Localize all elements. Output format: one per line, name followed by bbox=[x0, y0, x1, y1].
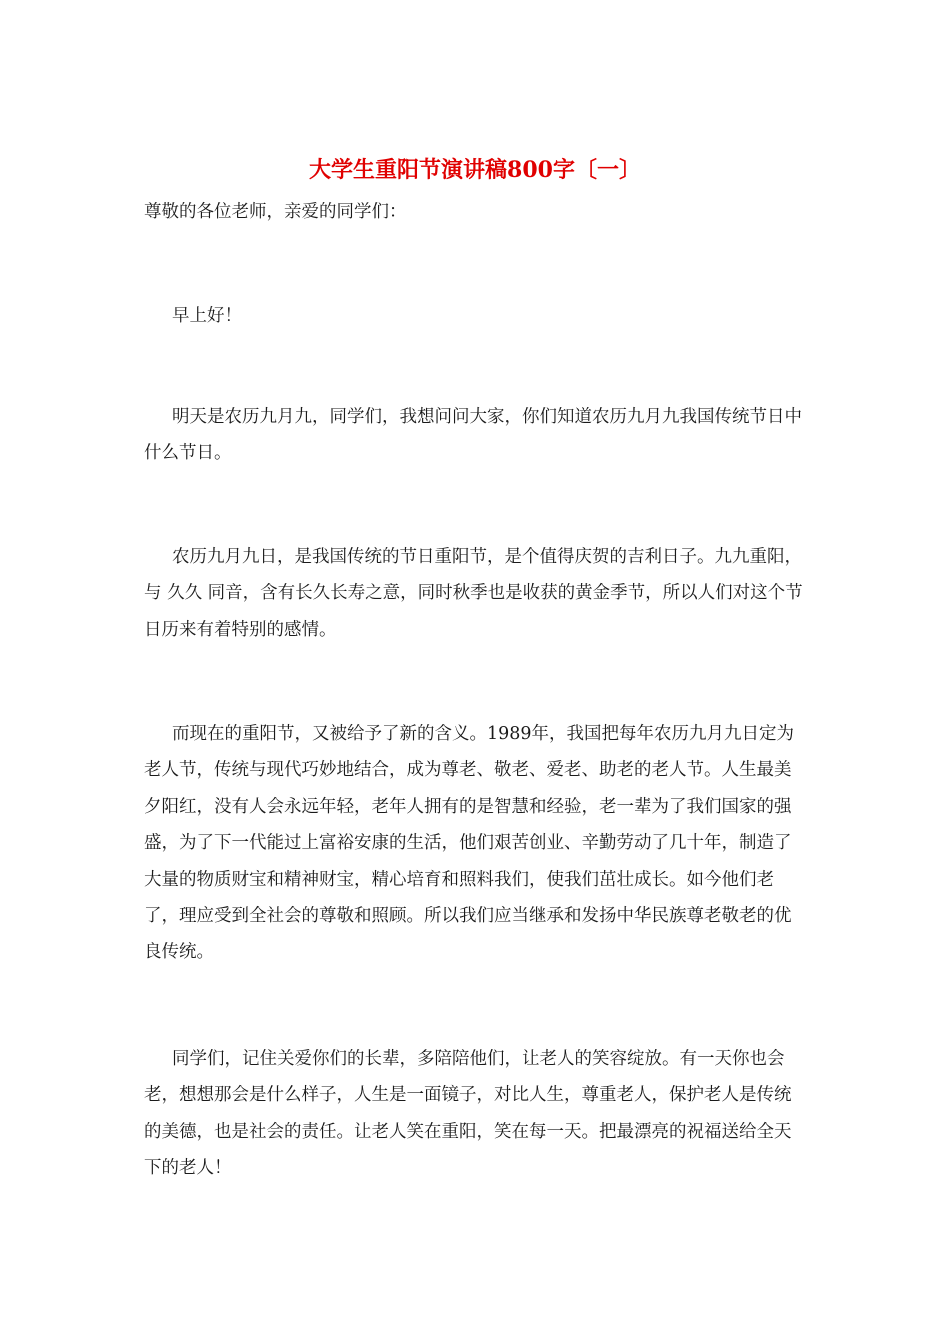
paragraph-elders-day: 而现在的重阳节，又被给予了新的含义。1989年，我国把每年农历九月九日定为老人节，传统与现代巧妙地结合，成为尊老、敬老、爱老、助老的老人节。人生最美夕阳红，没有人会永远年轻，老年人拥有的是智慧和经验，老一辈为了我们国家的强盛，为了下一代能过上富裕安康的生活，他们艰苦创业、辛勤劳动了几十年，制造了大量的物质财宝和精神财宝，精心培育和照料我们，使我们茁壮成长。如今他们老了，理应受到全社会的尊敬和照顾。所以我们应当继承和发扬中华民族尊老敬老的优良传统。 bbox=[144, 724, 795, 963]
paragraph-closing: 同学们，记住关爱你们的长辈，多陪陪他们，让老人的笑容绽放。有一天你也会老，想想那会是什么样子，人生是一面镜子，对比人生，尊重老人，保护老人是传统的美德，也是社会的责任。让老人笑在重阳，笑在每一天。把最漂亮的祝福送给全天下的老人！ bbox=[144, 1049, 792, 1179]
salutation: 尊敬的各位老师，亲爱的同学们： bbox=[144, 202, 407, 222]
paragraph-chongyang-meaning: 农历九月九日，是我国传统的节日重阳节，是个值得庆贺的吉利日子。九九重阳，与 久久 同音，含有长久长寿之意，同时秋季也是收获的黄金季节，所以人们对这个节日历来有着特别的感情。 bbox=[144, 547, 803, 640]
document-title: 大学生重阳节演讲稿800字〔一〕 bbox=[309, 157, 641, 183]
paragraph-question: 明天是农历九月九，同学们，我想问问大家，你们知道农历九月九我国传统节日中什么节日。 bbox=[144, 407, 802, 464]
paragraph-greeting: 早上好！ bbox=[172, 306, 242, 326]
